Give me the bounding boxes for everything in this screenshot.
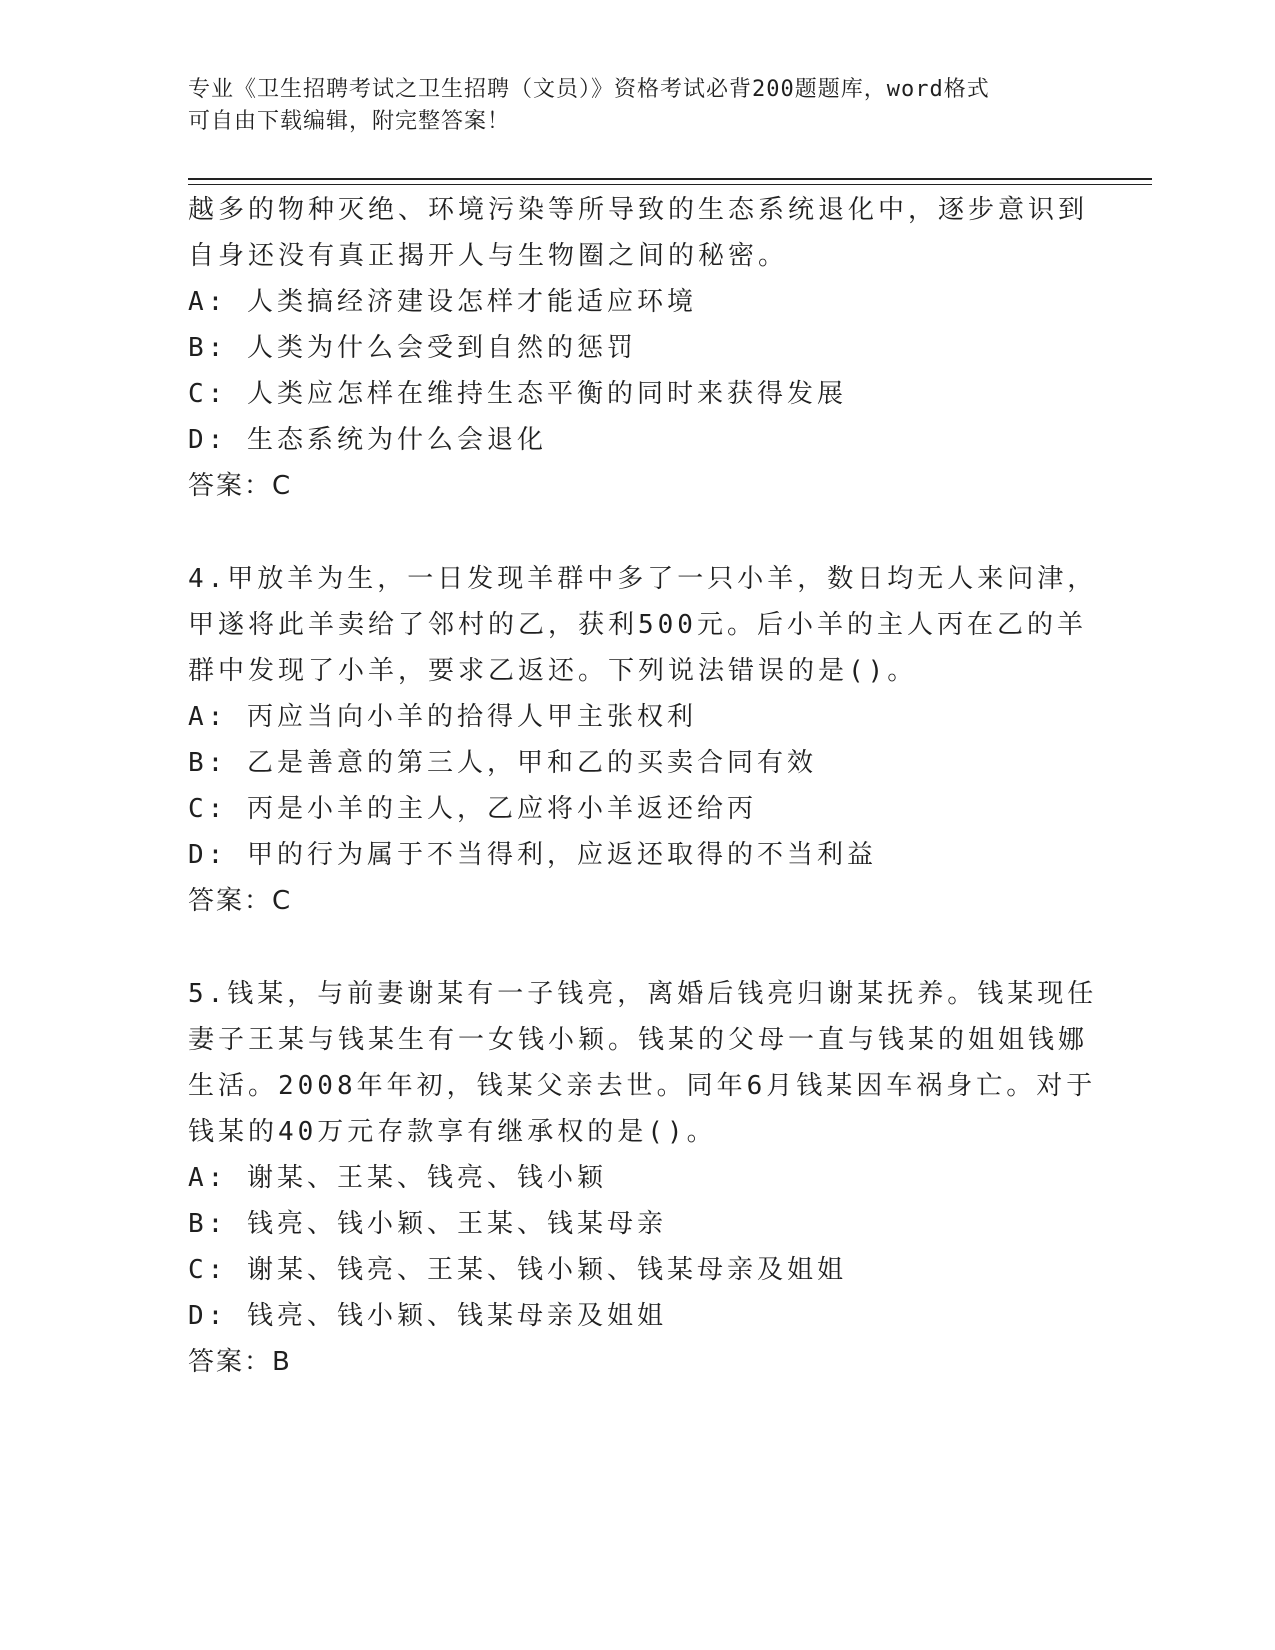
option-b: B: 人类为什么会受到自然的惩罚 xyxy=(188,333,637,363)
option-a: A: 丙应当向小羊的拾得人甲主张权利 xyxy=(188,702,697,732)
question-stem-line: 妻子王某与钱某生有一女钱小颖。钱某的父母一直与钱某的姐姐钱娜 xyxy=(188,1025,1089,1055)
page-header xyxy=(188,74,1068,138)
question-3 xyxy=(188,187,1089,509)
option-c: C: 谢某、钱亮、王某、钱小颖、钱某母亲及姐姐 xyxy=(188,1255,847,1285)
document-body xyxy=(188,187,1098,1385)
header-title-line-1: 专业《卫生招聘考试之卫生招聘（文员）》资格考试必背200题题库，word格式 xyxy=(188,77,990,102)
answer-line: 答案：B xyxy=(188,1347,292,1377)
question-stem-line: 生活。2008年年初，钱某父亲去世。同年6月钱某因车祸身亡。对于 xyxy=(188,1071,1097,1101)
header-title-line-2: 可自由下载编辑，附完整答案！ xyxy=(188,109,511,134)
option-d: D: 钱亮、钱小颖、钱某母亲及姐姐 xyxy=(188,1301,667,1331)
question-stem-line: 越多的物种灭绝、环境污染等所导致的生态系统退化中，逐步意识到 xyxy=(188,195,1089,225)
option-d: D: 生态系统为什么会退化 xyxy=(188,425,547,455)
answer-line: 答案：C xyxy=(188,471,293,501)
question-stem-line: 甲遂将此羊卖给了邻村的乙，获利500元。后小羊的主人丙在乙的羊 xyxy=(188,610,1087,640)
question-stem-line: 自身还没有真正揭开人与生物圈之间的秘密。 xyxy=(188,241,789,271)
option-c: C: 丙是小羊的主人，乙应将小羊返还给丙 xyxy=(188,794,757,824)
question-spacer xyxy=(188,924,1068,971)
question-stem-line: 4.甲放羊为生，一日发现羊群中多了一只小羊，数日均无人来问津， xyxy=(188,564,1098,594)
option-b: B: 钱亮、钱小颖、王某、钱某母亲 xyxy=(188,1209,667,1239)
question-spacer xyxy=(188,509,1068,556)
question-stem-line: 群中发现了小羊，要求乙返还。下列说法错误的是()。 xyxy=(188,656,918,686)
option-a: A: 谢某、王某、钱亮、钱小颖 xyxy=(188,1163,607,1193)
question-4 xyxy=(188,556,1098,924)
option-a: A: 人类搞经济建设怎样才能适应环境 xyxy=(188,287,697,317)
option-d: D: 甲的行为属于不当得利，应返还取得的不当利益 xyxy=(188,840,877,870)
header-divider-thick xyxy=(188,178,1152,180)
option-b: B: 乙是善意的第三人，甲和乙的买卖合同有效 xyxy=(188,748,817,778)
question-stem-line: 5.钱某，与前妻谢某有一子钱亮，离婚后钱亮归谢某抚养。钱某现任 xyxy=(188,979,1098,1009)
answer-line: 答案：C xyxy=(188,886,293,916)
question-stem-line: 钱某的40万元存款享有继承权的是()。 xyxy=(188,1117,717,1147)
option-c: C: 人类应怎样在维持生态平衡的同时来获得发展 xyxy=(188,379,847,409)
question-5 xyxy=(188,971,1098,1385)
header-divider-thin xyxy=(188,184,1152,185)
